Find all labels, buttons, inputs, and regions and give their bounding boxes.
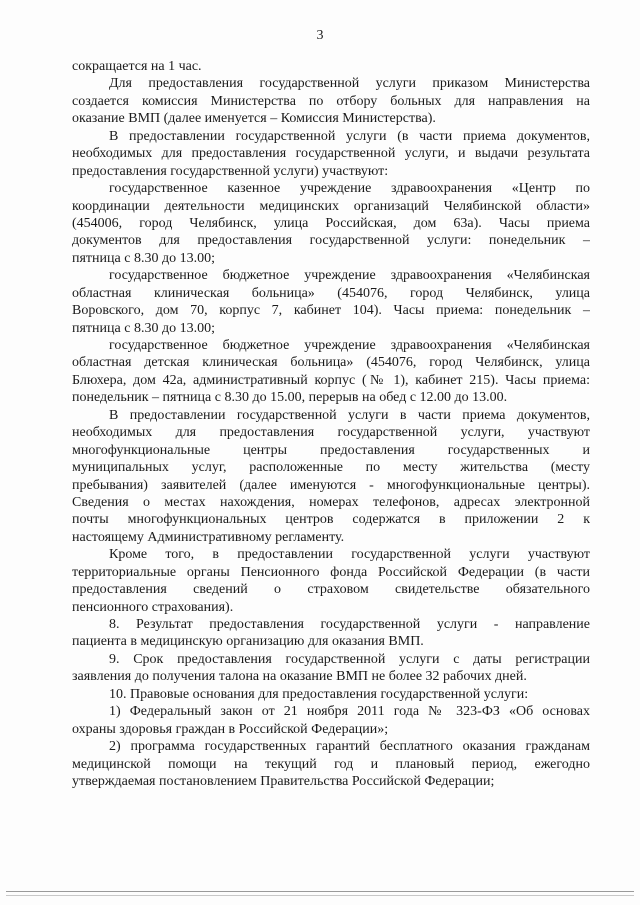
text-line: 2) программа государственных гарантий бесплатного оказания гражданам (109, 739, 590, 755)
text-line: необходимых для предоставления государственной услуги, участвуют (72, 425, 590, 441)
text-line: документов для предоставления государственной услуги: понедельник – (72, 233, 590, 249)
text-line: Воровского, дом 70, корпус 7, кабинет 104). Часы приема: понедельник – (72, 303, 590, 319)
text-line: пятница с 8.30 до 13.00; (72, 250, 215, 266)
text-line: муниципальных услуг, расположенные по месту жительства (месту (72, 460, 590, 476)
page-number: 3 (316, 28, 324, 43)
text-line: 9. Срок предоставления государственной услуги с даты регистрации (109, 651, 590, 667)
text-line: государственное казенное учреждение здравоохранения «Центр по (109, 181, 590, 197)
text-line: настоящему Административному регламенту. (72, 529, 345, 545)
text-line: 1) Федеральный закон от 21 ноября 2011 года № 323-ФЗ «Об основах (109, 704, 590, 720)
text-line: сокращается на 1 час. (72, 59, 202, 74)
text-line: создается комиссия Министерства по отбору больных для направления на (72, 93, 590, 109)
text-line: многофункциональные центры предоставления государственных и (72, 442, 590, 458)
scan-edge-line (6, 891, 634, 892)
text-line: территориальные органы Пенсионного фонда Российской Федерации (в части (72, 564, 590, 580)
text-line: оказание ВМП (далее именуется – Комиссия Министерства). (72, 111, 436, 127)
text-line: почты многофункциональных центров содержатся в приложении 2 к (72, 512, 590, 528)
text-line: понедельник – пятница с 8.30 до 15.00, перерыв на обед с 12.00 до 13.00. (72, 390, 508, 406)
text-line: В предоставлении государственной услуги (в части приема документов, (109, 128, 590, 144)
text-line: областная детская клиническая больница» (454076, город Челябинск, улица (72, 355, 590, 371)
text-line: предоставления государственной услуги) участвуют: (72, 163, 389, 179)
text-line: государственное бюджетное учреждение здравоохранения «Челябинская (109, 268, 590, 284)
text-line: медицинской помощи на текущий год и плановый период, ежегодно (72, 756, 590, 772)
scan-edge-line-secondary (6, 895, 634, 896)
text-line: охраны здоровья граждан в Российской Федерации»; (72, 721, 389, 737)
text-line: необходимых для предоставления государственной услуги, и выдачи результата (72, 146, 590, 162)
text-line: заявления до получения талона на оказание ВМП не более 32 рабочих дней. (72, 669, 527, 685)
text-line: 8. Результат предоставления государственной услуги - направление (109, 617, 590, 632)
text-line: пребывания) заявителей (далее именуются - многофункциональные центры). (72, 477, 590, 493)
text-line: (454006, город Челябинск, улица Российская, дом 63а). Часы приема (72, 215, 590, 231)
text-line: координации деятельности медицинских организаций Челябинской области» (72, 198, 590, 214)
text-line: утверждаемая постановлением Правительства Российской Федерации; (72, 773, 495, 789)
text-line: Сведения о местах нахождения, номерах телефонов, адресах электронной (72, 494, 590, 510)
text-line: В предоставлении государственной услуги в части приема документов, (109, 407, 590, 423)
text-line: Блюхера, дом 42а, административный корпус (№ 1), кабинет 215). Часы приема: (72, 372, 590, 388)
text-line: предоставления сведений о страховом свидетельстве обязательного (72, 582, 590, 598)
document-body (72, 58, 590, 790)
text-line: Кроме того, в предоставлении государственной услуги участвуют (109, 547, 590, 563)
text-line: областная клиническая больница» (454076, город Челябинск, улица (72, 285, 590, 301)
text-line: пенсионного страхования). (72, 599, 234, 615)
text-line: пациента в медицинскую организацию для оказания ВМП. (72, 634, 424, 650)
text-line: пятница с 8.30 до 13.00; (72, 320, 215, 336)
text-line: 10. Правовые основания для предоставления государственной услуги: (109, 686, 529, 702)
text-line: Для предоставления государственной услуги приказом Министерства (109, 76, 590, 92)
text-line: государственное бюджетное учреждение здравоохранения «Челябинская (109, 338, 590, 353)
